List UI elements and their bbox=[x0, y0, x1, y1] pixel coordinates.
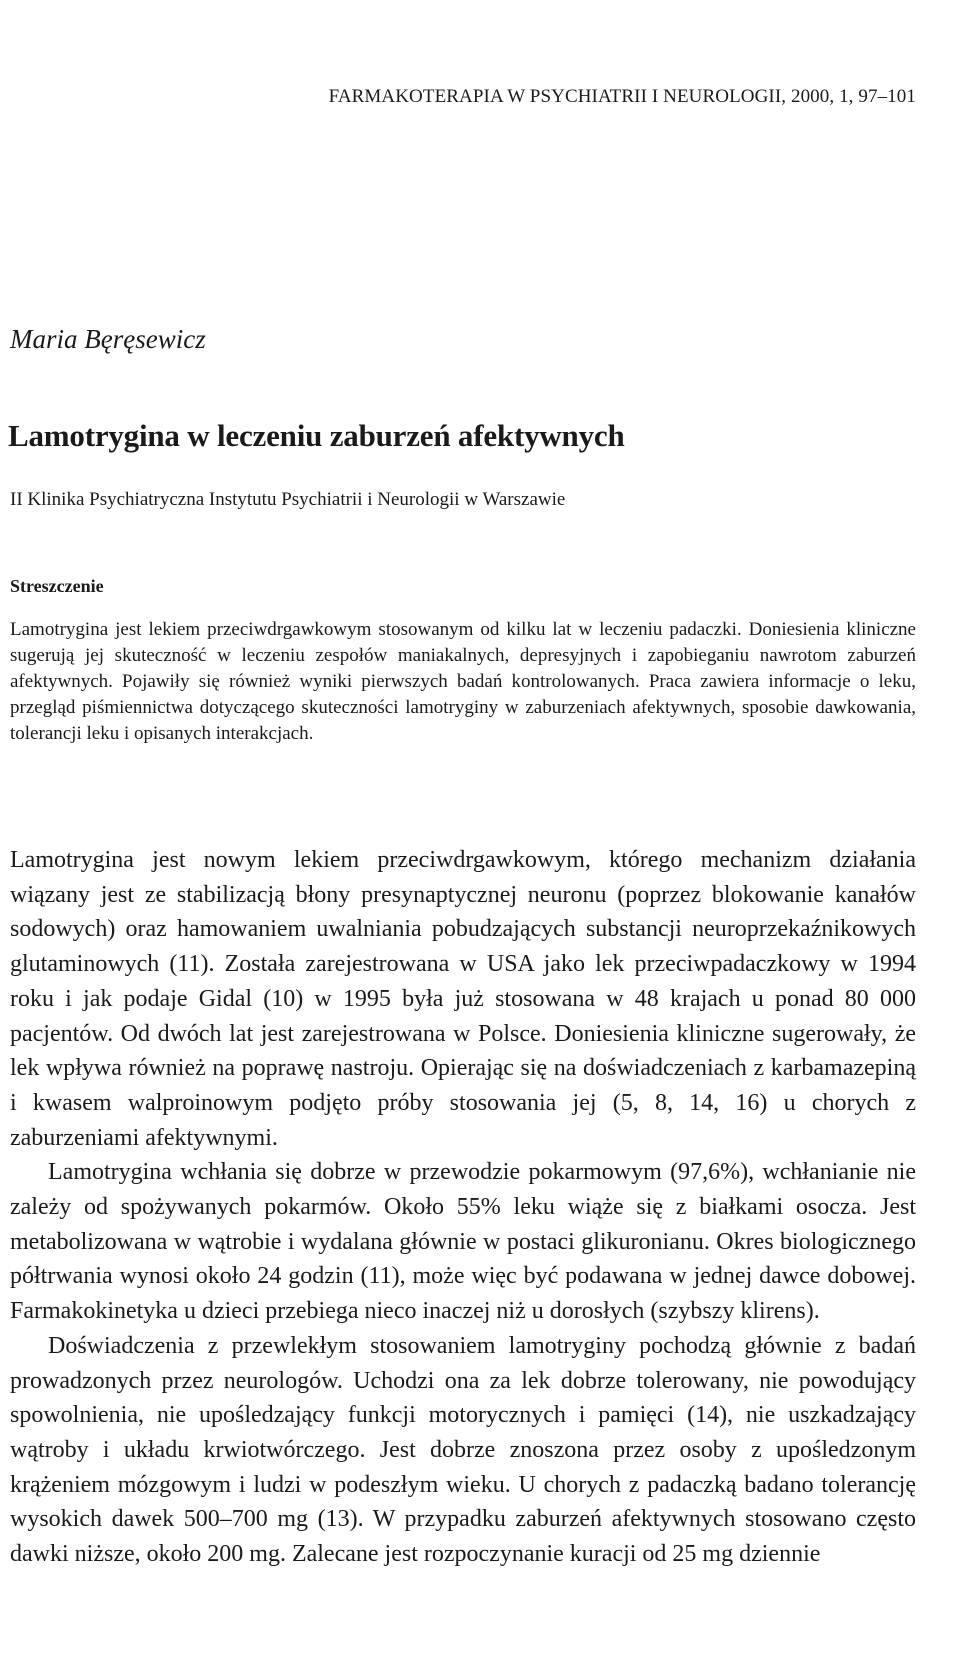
body-paragraph-1: Lamotrygina jest nowym lekiem przeciwdrgawkowym, którego mechanizm działania wiązany jest ze stabilizacją błony presynaptycznej neuronu (poprzez blokowanie kanałów sodowych) oraz hamowaniem uwalniania pobudzających substancji neuroprzekaźnikowych glutaminowych (11). Została zarejestrowana w USA jako lek przeciwpadaczkowy w 1994 roku i jak podaje Gidal (10) w 1995 była już stosowana w 48 krajach u ponad 80 000 pacjentów. Od dwóch lat jest zarejestrowana w Polsce. Doniesienia kliniczne sugerowały, że lek wpływa również na poprawę nastroju. Opierając się na doświadczeniach z karbamazepiną i kwasem walproinowym podjęto próby stosowania jej (5, 8, 14, 16) u chorych z zaburzeniami afektywnymi. bbox=[10, 847, 916, 1151]
abstract-text: Lamotrygina jest lekiem przeciwdrgawkowym stosowanym od kilku lat w leczeniu padaczki. Doniesienia kliniczne sugerują jej skuteczność w leczeniu zespołów maniakalnych, depresyjnych i zapobieganiu nawrotom zaburzeń afektywnych. Pojawiły się również wyniki pierwszych badań kontrolowanych. Praca zawiera informacje o leku, przegląd piśmiennictwa dotyczącego skuteczności lamotryginy w zaburzeniach afektywnych, sposobie dawkowania, tolerancji leku i opisanych interakcjach. bbox=[10, 619, 916, 744]
body-paragraph-3: Doświadczenia z przewlekłym stosowaniem lamotryginy pochodzą głównie z badań prowadzonych przez neurologów. Uchodzi ona za lek dobrze tolerowany, nie powodujący spowolnienia, nie upośledzający funkcji motorycznych i pamięci (14), nie uszkadzający wątroby i układu krwiotwórczego. Jest dobrze znoszona przez osoby z upośledzonym krążeniem mózgowym i ludzi w podeszłym wieku. U chorych z padaczką badano tolerancję wysokich dawek 500–700 mg (13). W przypadku zaburzeń afektywnych stosowano często dawki niższe, około 200 mg. Zalecane jest rozpoczynanie kuracji od 25 mg dziennie bbox=[10, 1332, 916, 1568]
body-text bbox=[10, 843, 916, 1572]
article-title: Lamotrygina w leczeniu zaburzeń afektywnych bbox=[8, 418, 625, 453]
body-paragraph-2: Lamotrygina wchłania się dobrze w przewodzie pokarmowym (97,6%), wchłanianie nie zależy od spożywanych pokarmów. Około 55% leku wiąże się z białkami osocza. Jest metabolizowana w wątrobie i wydalana głównie w postaci glikuronianu. Okres biologicznego półtrwania wynosi około 24 godzin (11), może więc być podawana w jednej dawce dobowej. Farmakokinetyka u dzieci przebiega nieco inaczej niż u dorosłych (szybszy klirens). bbox=[10, 1159, 916, 1325]
journal-header: FARMAKOTERAPIA W PSYCHIATRII I NEUROLOGII, 2000, 1, 97–101 bbox=[328, 86, 916, 107]
affiliation: II Klinika Psychiatryczna Instytutu Psychiatrii i Neurologii w Warszawie bbox=[10, 489, 566, 510]
abstract-heading: Streszczenie bbox=[10, 576, 104, 596]
author-name: Maria Bęręsewicz bbox=[10, 324, 206, 354]
